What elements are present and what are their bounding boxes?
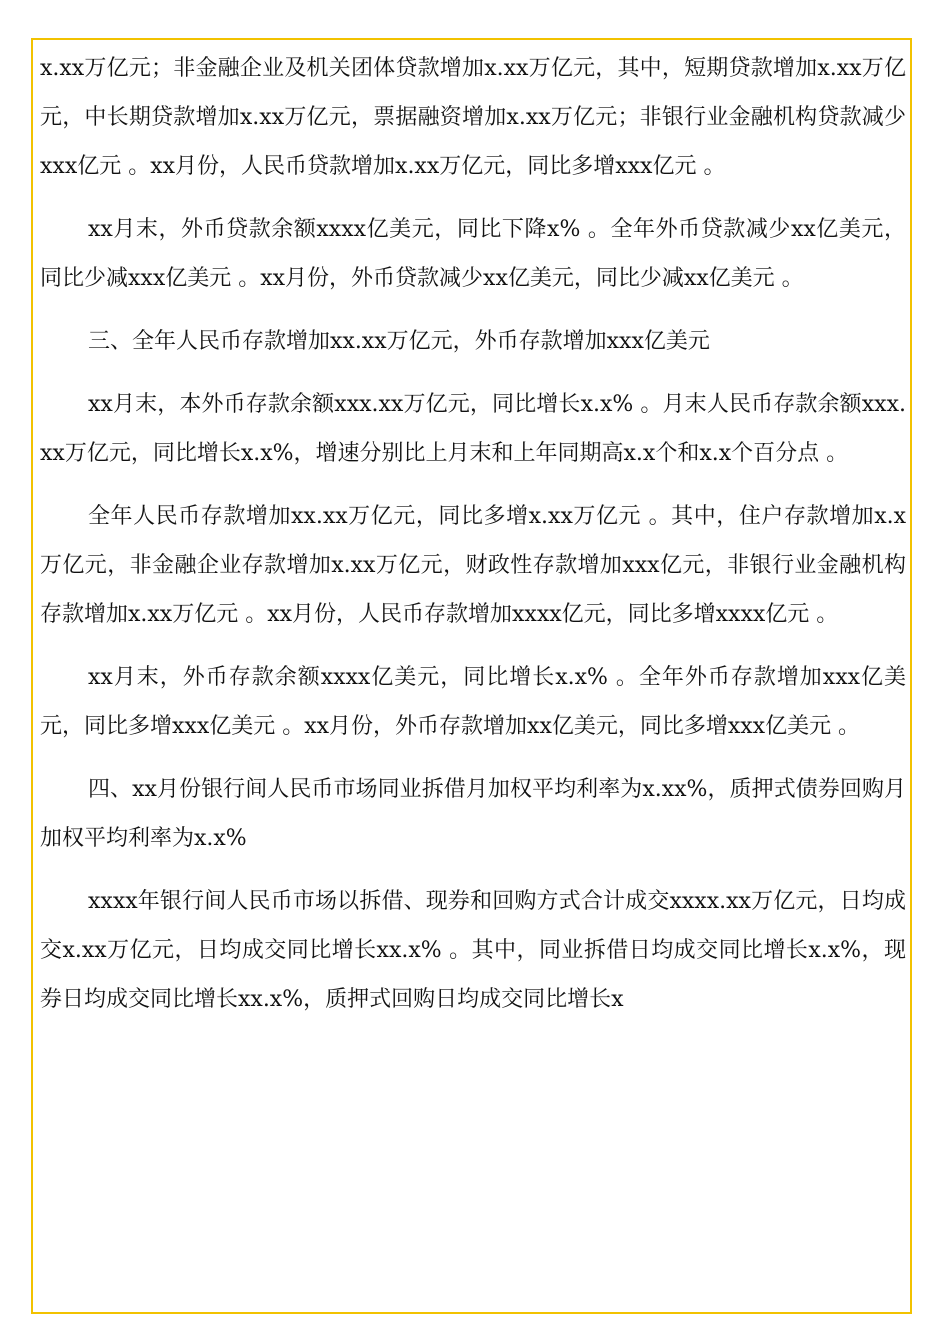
paragraph-4: xx月末，本外币存款余额xxx.xx万亿元，同比增长x.x% 。月末人民币存款余额xxx.xx万亿元，同比增长x.x%，增速分别比上月末和上年同期高x.x个和x.x个百分点 。 xyxy=(40,392,906,466)
paragraph-2: xx月末，外币贷款余额xxxx亿美元，同比下降x% 。全年外币贷款减少xx亿美元，同比少减xxx亿美元 。xx月份，外币贷款减少xx亿美元，同比少减xx亿美元 。 xyxy=(40,217,906,291)
document-body xyxy=(40,44,906,1038)
section-heading-3: 三、全年人民币存款增加xx.xx万亿元，外币存款增加xxx亿美元 xyxy=(88,329,710,354)
paragraph-1: x.xx万亿元；非金融企业及机关团体贷款增加x.xx万亿元，其中，短期贷款增加x.xx万亿元，中长期贷款增加x.xx万亿元，票据融资增加x.xx万亿元；非银行业金融机构贷款减少xxx亿元 。xx月份，人民币贷款增加x.xx万亿元，同比多增xxx亿元 。 xyxy=(40,56,906,179)
paragraph-6: xx月末，外币存款余额xxxx亿美元，同比增长x.x% 。全年外币存款增加xxx亿美元，同比多增xxx亿美元 。xx月份，外币存款增加xx亿美元，同比多增xxx亿美元 。 xyxy=(40,665,906,739)
paragraph-8: xxxx年银行间人民币市场以拆借、现券和回购方式合计成交xxxx.xx万亿元，日均成交x.xx万亿元，日均成交同比增长xx.x% 。其中，同业拆借日均成交同比增长x.x%，现券日均成交同比增长xx.x%，质押式回购日均成交同比增长x xyxy=(40,889,906,1012)
section-heading-4: 四、xx月份银行间人民币市场同业拆借月加权平均利率为x.xx%，质押式债券回购月加权平均利率为x.x% xyxy=(40,777,906,851)
paragraph-5: 全年人民币存款增加xx.xx万亿元，同比多增x.xx万亿元 。其中，住户存款增加x.x万亿元，非金融企业存款增加x.xx万亿元，财政性存款增加xxx亿元，非银行业金融机构存款增加x.xx万亿元 。xx月份，人民币存款增加xxxx亿元，同比多增xxxx亿元 。 xyxy=(40,504,906,627)
